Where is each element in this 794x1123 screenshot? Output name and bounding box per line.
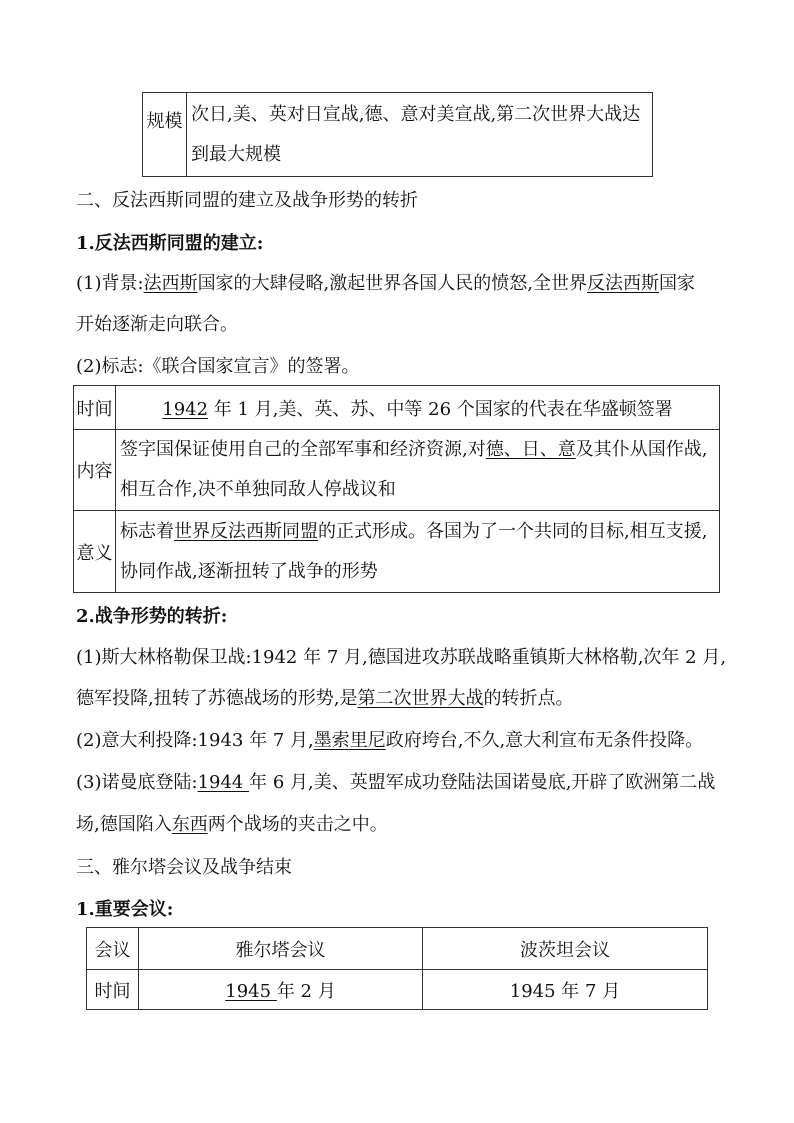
content-label: 内容 bbox=[74, 430, 116, 511]
normandy-year: 1944 bbox=[197, 772, 250, 793]
meaning-line-2: 协同作战,逐渐扭转了战争的形势 bbox=[120, 560, 378, 582]
scale-table bbox=[142, 92, 653, 177]
normandy-line-2 bbox=[76, 812, 388, 838]
section3-sub1: 1.重要会议: bbox=[76, 899, 174, 920]
italy-line bbox=[76, 728, 703, 754]
section2-heading: 二、反法西斯同盟的建立及战争形势的转折 bbox=[76, 190, 418, 211]
header-potsdam: 波茨坦会议 bbox=[423, 928, 708, 970]
section2-sub1: 1.反法西斯同盟的建立: bbox=[76, 233, 264, 254]
yalta-time bbox=[139, 970, 423, 1010]
bg-middle: 国家的大肆侵略,激起世界各国人民的愤怒,全世界 bbox=[197, 273, 588, 294]
background-line-2: 开始逐渐走向联合。 bbox=[76, 314, 238, 335]
scale-label: 规模 bbox=[143, 93, 187, 177]
header-yalta: 雅尔塔会议 bbox=[139, 928, 423, 970]
stalingrad-text-a: 德军投降,扭转了苏德战场的形势,是 bbox=[76, 688, 358, 709]
italy-text-b: 政府垮台,不久,意大利宣布无条件投降。 bbox=[385, 730, 704, 751]
row-time-label: 时间 bbox=[87, 970, 139, 1010]
bg-fascist: 法西斯 bbox=[143, 273, 198, 294]
normandy-text-a: (3)诺曼底登陆: bbox=[76, 772, 198, 793]
scale-line-1: 次日,美、英对日宣战,德、意对美宣战,第二次世界大战达 bbox=[191, 103, 641, 125]
normandy-text-c: 场,德国陷入 bbox=[76, 814, 172, 835]
declaration-table bbox=[73, 385, 720, 593]
time-year: 1942 bbox=[162, 398, 209, 420]
stalingrad-line-2 bbox=[76, 686, 573, 712]
content-line-2: 相互合作,决不单独同敌人停战议和 bbox=[120, 479, 396, 500]
stalingrad-line-1: (1)斯大林格勒保卫战:1942 年 7 月,德国进攻苏联战略重镇斯大林格勒,次年 2 月, bbox=[76, 647, 727, 668]
content-text-a: 签字国保证使用自己的全部军事和经济资源,对 bbox=[120, 439, 486, 460]
meaning-text-a: 标志着 bbox=[120, 520, 174, 542]
section3-heading: 三、雅尔塔会议及战争结束 bbox=[76, 857, 292, 878]
italy-mussolini: 墨索里尼 bbox=[313, 730, 386, 751]
potsdam-time: 1945 年 7 月 bbox=[423, 970, 708, 1010]
bg-end: 国家 bbox=[659, 273, 696, 294]
bg-antifascist: 反法西斯 bbox=[587, 273, 660, 294]
background-line-1 bbox=[76, 271, 695, 297]
stalingrad-text-b: 的转折点。 bbox=[483, 688, 574, 709]
normandy-line-1 bbox=[76, 770, 715, 796]
header-meeting: 会议 bbox=[87, 928, 139, 970]
bg-prefix: (1)背景: bbox=[76, 273, 144, 294]
time-cell bbox=[116, 386, 720, 430]
meaning-label: 意义 bbox=[74, 511, 116, 593]
time-label: 时间 bbox=[74, 386, 116, 430]
content-text-b: 及其仆从国作战, bbox=[575, 439, 708, 460]
yalta-month: 年 2 月 bbox=[276, 980, 336, 1002]
time-text: 年 1 月,美、英、苏、中等 26 个国家的代表在华盛顿签署 bbox=[208, 398, 673, 420]
meaning-text-b: 的正式形成。各国为了一个共同的目标,相互支援, bbox=[318, 520, 708, 542]
stalingrad-ww2: 第二次世界大战 bbox=[357, 688, 484, 709]
scale-line-2: 到最大规模 bbox=[191, 143, 281, 165]
scale-content bbox=[187, 93, 653, 177]
italy-text-a: (2)意大利投降:1943 年 7 月, bbox=[76, 730, 314, 751]
normandy-text-d: 两个战场的夹击之中。 bbox=[207, 814, 388, 835]
normandy-eastwest: 东西 bbox=[171, 814, 208, 835]
yalta-year: 1945 bbox=[225, 980, 277, 1002]
meetings-table bbox=[86, 927, 708, 1010]
normandy-text-b: 年 6 月,美、英盟军成功登陆法国诺曼底,开辟了欧洲第二战 bbox=[249, 772, 716, 793]
section2-sub2: 2.战争形势的转折: bbox=[76, 606, 228, 627]
meaning-alliance: 世界反法西斯同盟 bbox=[174, 520, 318, 542]
meaning-line-1 bbox=[116, 512, 719, 552]
sign-line: (2)标志:《联合国家宣言》的签署。 bbox=[76, 356, 360, 377]
content-line-1 bbox=[116, 430, 719, 470]
meaning-cell bbox=[116, 511, 720, 593]
content-axis: 德、日、意 bbox=[485, 439, 576, 460]
content-cell bbox=[116, 430, 720, 511]
